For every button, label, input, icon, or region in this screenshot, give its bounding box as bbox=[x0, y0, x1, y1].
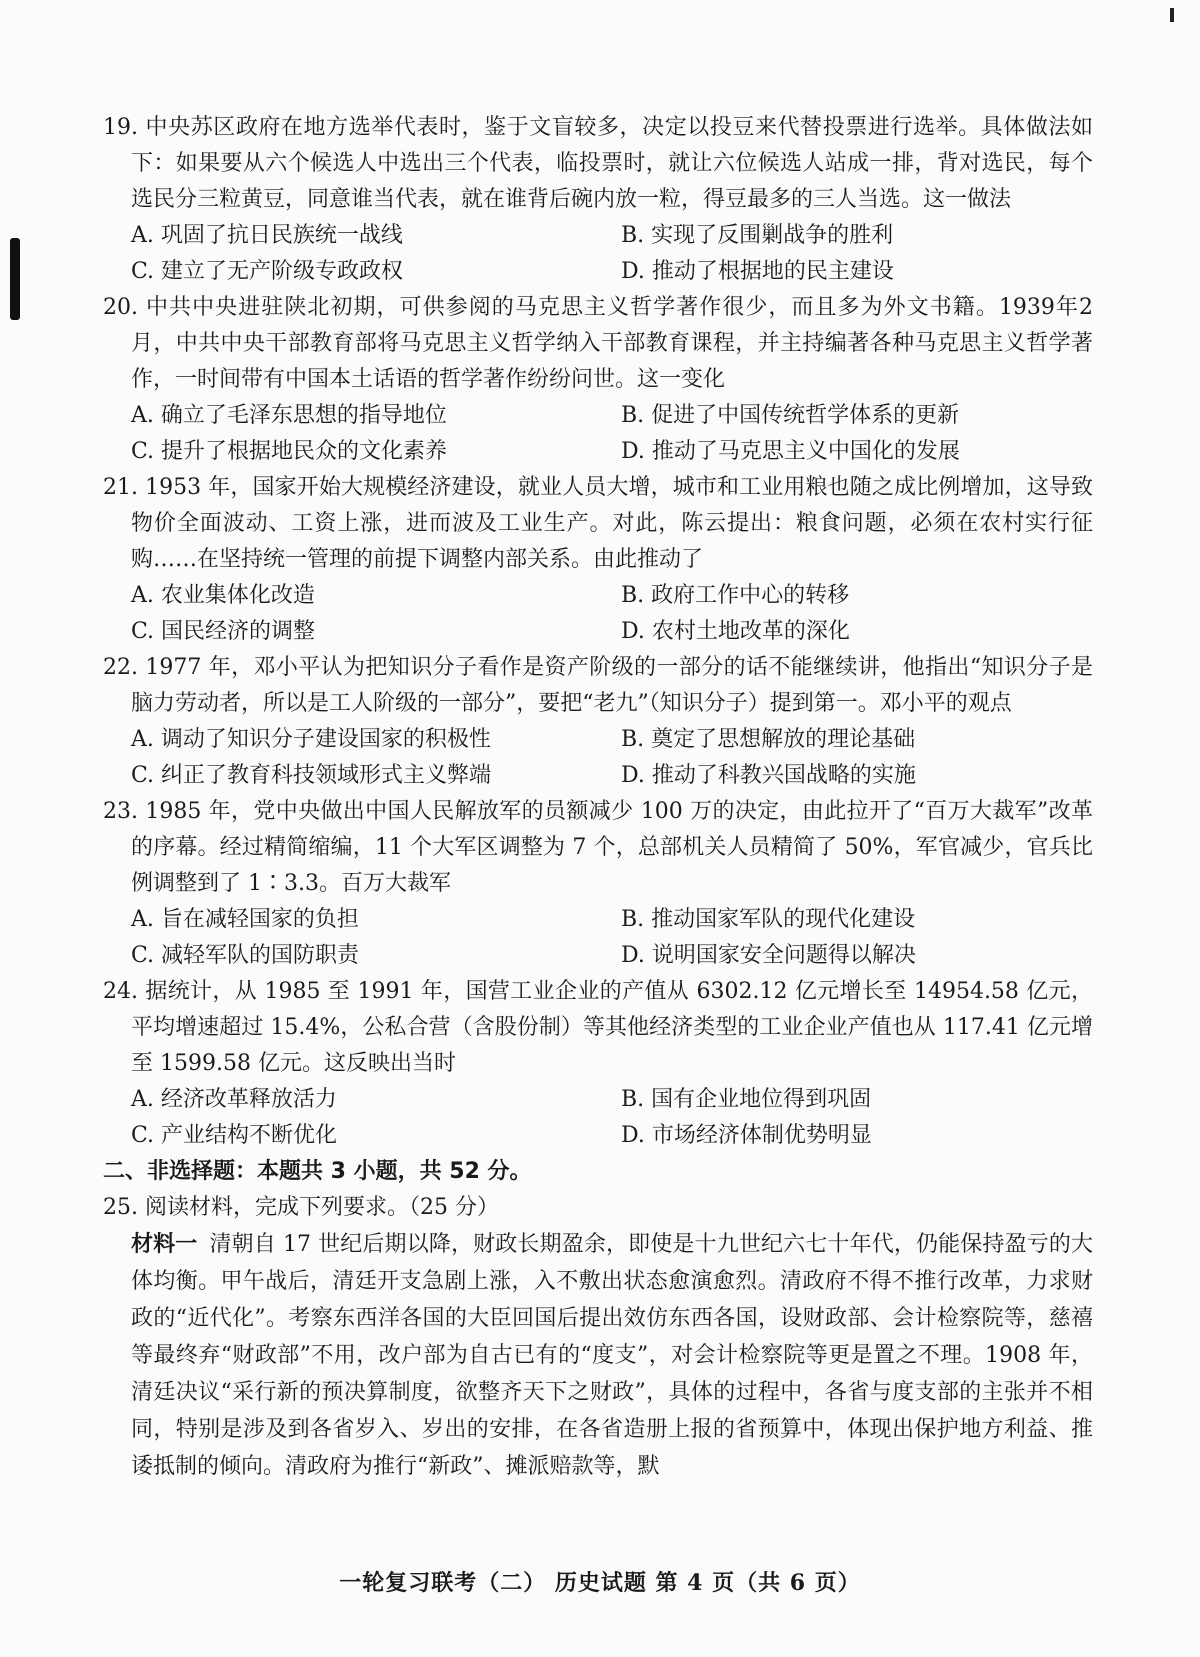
option-d: D. 推动了科教兴国战略的实施 bbox=[621, 763, 916, 788]
question-stem: 20. 中共中央进驻陕北初期，可供参阅的马克思主义哲学著作很少，而且多为外文书籍。1939年2月，中共中央干部教育部将马克思主义哲学纳入干部教育课程，并主持编著各种马克思主义哲学著作，一时间带有中国本土话语的哲学著作纷纷问世。这一变化 bbox=[103, 295, 1093, 392]
option-c: C. 减轻军队的国防职责 bbox=[131, 943, 360, 968]
option-c: C. 产业结构不断优化 bbox=[131, 1123, 338, 1148]
option-b: B. 推动国家军队的现代化建设 bbox=[621, 907, 916, 932]
option-a: A. 旨在减轻国家的负担 bbox=[131, 907, 359, 932]
option-d: D. 说明国家安全问题得以解决 bbox=[621, 943, 916, 968]
option-d: D. 推动了马克思主义中国化的发展 bbox=[621, 439, 960, 464]
options-list bbox=[131, 578, 1093, 650]
material-passage bbox=[103, 1226, 1093, 1485]
question-25 bbox=[103, 1190, 1093, 1485]
question-24 bbox=[103, 974, 1093, 1154]
option-c: C. 纠正了教育科技领域形式主义弊端 bbox=[131, 763, 492, 788]
option-b: B. 国有企业地位得到巩固 bbox=[621, 1087, 872, 1112]
scan-artifact-right bbox=[1170, 8, 1174, 22]
option-d: D. 农村土地改革的深化 bbox=[621, 619, 850, 644]
question-content bbox=[103, 110, 1093, 1485]
option-b: B. 奠定了思想解放的理论基础 bbox=[621, 727, 916, 752]
question-21 bbox=[103, 470, 1093, 650]
options-list bbox=[131, 902, 1093, 974]
question-stem: 25. 阅读材料，完成下列要求。（25 分） bbox=[103, 1195, 499, 1220]
material-text: 清朝自 17 世纪后期以降，财政长期盈余，即使是十九世纪六七十年代，仍能保持盈亏的大体均衡。甲午战后，清廷开支急剧上涨，入不敷出状态愈演愈烈。清政府不得不推行改革，力求财政的“近代化”。考察东西洋各国的大臣回国后提出效仿东西各国，设财政部、会计检察院等，慈禧等最终弃“财政部”不用，改户部为自古已有的“度支”，对会计检察院等更是置之不理。1908 年，清廷决议“采行新的预决算制度，欲整齐天下之财政”，具体的过程中，各省与度支部的主张并不相同，特别是涉及到各省岁入、岁出的安排，在各省造册上报的省预算中，体现出保护地方利益、推诿抵制的倾向。清政府为推行“新政”、摊派赔款等，默 bbox=[131, 1232, 1093, 1479]
question-stem: 19. 中央苏区政府在地方选举代表时，鉴于文盲较多，决定以投豆来代替投票进行选举。具体做法如下：如果要从六个候选人中选出三个代表，临投票时，就让六位候选人站成一排，背对选民，每个选民分三粒黄豆，同意谁当代表，就在谁背后碗内放一粒，得豆最多的三人当选。这一做法 bbox=[103, 115, 1093, 212]
option-a: A. 调动了知识分子建设国家的积极性 bbox=[131, 727, 491, 752]
option-a: A. 经济改革释放活力 bbox=[131, 1087, 337, 1112]
options-list bbox=[131, 398, 1093, 470]
question-stem: 24. 据统计，从 1985 至 1991 年，国营工业企业的产值从 6302.12 亿元增长至 14954.58 亿元，平均增速超过 15.4%，公私合营（含股份制）等其他经济类型的工业企业产值也从 117.41 亿元增至 1599.58 亿元。这反映出当时 bbox=[103, 979, 1093, 1076]
question-stem: 22. 1977 年，邓小平认为把知识分子看作是资产阶级的一部分的话不能继续讲，他指出“知识分子是脑力劳动者，所以是工人阶级的一部分”，要把“老九”（知识分子）提到第一。邓小平的观点 bbox=[103, 655, 1093, 716]
option-a: A. 农业集体化改造 bbox=[131, 583, 315, 608]
question-23 bbox=[103, 794, 1093, 974]
option-b: B. 实现了反围剿战争的胜利 bbox=[621, 223, 894, 248]
option-a: A. 确立了毛泽东思想的指导地位 bbox=[131, 403, 447, 428]
option-d: D. 推动了根据地的民主建设 bbox=[621, 259, 894, 284]
option-b: B. 促进了中国传统哲学体系的更新 bbox=[621, 403, 960, 428]
question-20 bbox=[103, 290, 1093, 470]
options-list bbox=[131, 1082, 1093, 1154]
question-22 bbox=[103, 650, 1093, 794]
scan-artifact-left bbox=[10, 238, 20, 320]
option-c: C. 国民经济的调整 bbox=[131, 619, 316, 644]
question-19 bbox=[103, 110, 1093, 290]
page-footer: 一轮复习联考（二） 历史试题 第 4 页（共 6 页） bbox=[339, 1570, 861, 1596]
option-c: C. 提升了根据地民众的文化素养 bbox=[131, 439, 448, 464]
option-c: C. 建立了无产阶级专政政权 bbox=[131, 259, 404, 284]
options-list bbox=[131, 218, 1093, 290]
option-b: B. 政府工作中心的转移 bbox=[621, 583, 850, 608]
options-list bbox=[131, 722, 1093, 794]
option-d: D. 市场经济体制优势明显 bbox=[621, 1123, 872, 1148]
question-stem: 23. 1985 年，党中央做出中国人民解放军的员额减少 100 万的决定，由此拉开了“百万大裁军”改革的序幕。经过精简缩编，11 个大军区调整为 7 个，总部机关人员精简了 50%，军官减少，官兵比例调整到了 1∶3.3。百万大裁军 bbox=[103, 799, 1093, 896]
material-label: 材料一 bbox=[131, 1232, 198, 1257]
option-a: A. 巩固了抗日民族统一战线 bbox=[131, 223, 403, 248]
section-heading: 二、非选择题：本题共 3 小题，共 52 分。 bbox=[103, 1159, 532, 1184]
question-stem: 21. 1953 年，国家开始大规模经济建设，就业人员大增，城市和工业用粮也随之成比例增加，这导致物价全面波动、工资上涨，进而波及工业生产。对此，陈云提出：粮食问题，必须在农村实行征购……在坚持统一管理的前提下调整内部关系。由此推动了 bbox=[103, 475, 1093, 572]
